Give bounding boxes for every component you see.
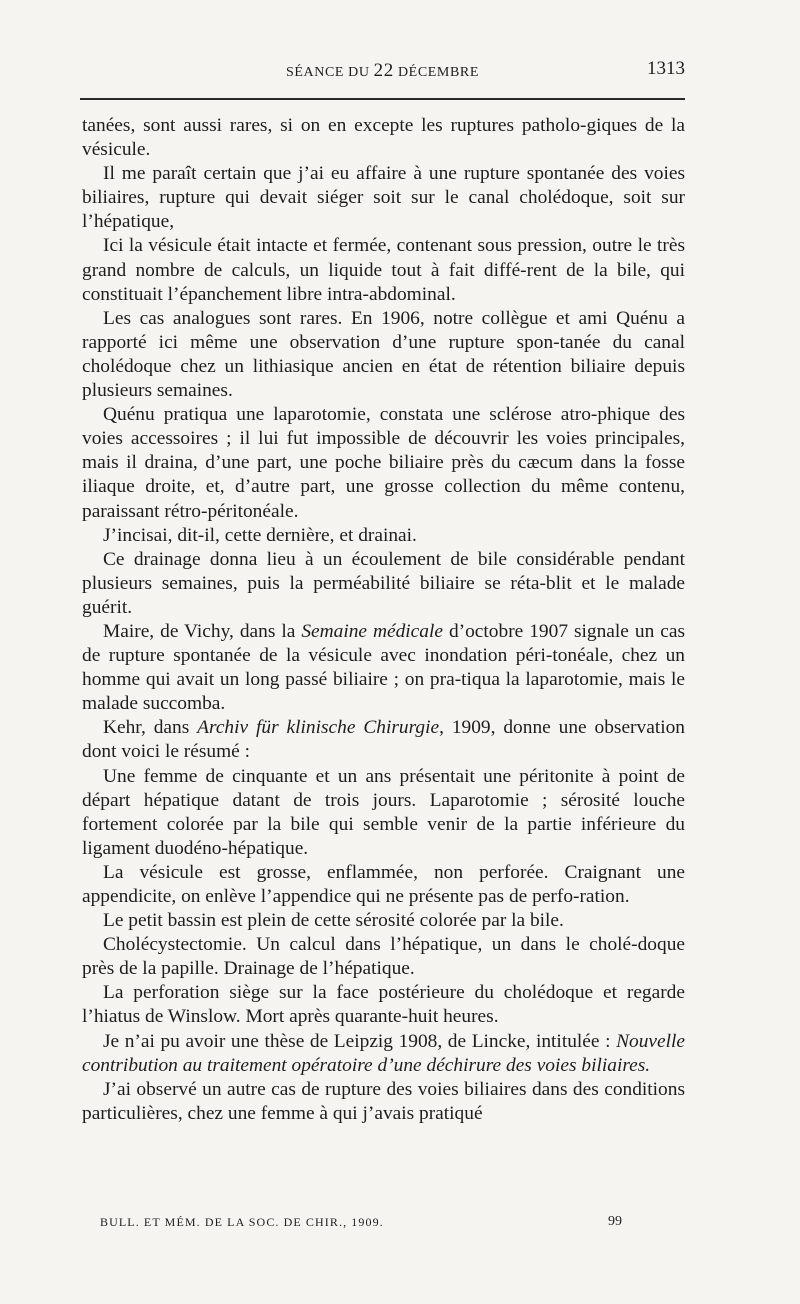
text-run: Les cas analogues sont rares. En 1906, notre collègue et ami Quénu a rapporté ici même une observation d’une rupture spon-tanée du canal cholédoque chez un lithiasique ancien en état de rétention biliaire depuis plusieurs semaines. <box>82 307 685 402</box>
text-run: tanées, sont aussi rares, si on en excepte les ruptures patholo-giques de la vésicule. <box>82 115 685 161</box>
text-run: Cholécystectomie. Un calcul dans l’hépatique, un dans le cholé-doque près de la papille. Drainage de l’hépatique. <box>82 934 685 980</box>
italic-title: Semaine médicale <box>301 620 443 642</box>
running-title <box>80 60 685 82</box>
text-run: La vésicule est grosse, enflammée, non perforée. Craignant une appendicite, on enlève l’appendice qui ne présente pas de perfo-ration. <box>82 861 685 907</box>
paragraph-p1 <box>82 162 685 234</box>
running-title-date-number: 22 <box>373 60 394 81</box>
text-run: Ici la vésicule était intacte et fermée, contenant sous pression, outre le très grand nombre de calculs, un liquide tout à fait diffé-rent de la bile, qui constituait l’épanchement libre intra-abdominal. <box>82 235 685 305</box>
page-footer <box>100 1215 640 1235</box>
body-text <box>82 114 685 1126</box>
paragraph-p7 <box>82 620 685 716</box>
paragraph-p15 <box>82 1078 685 1126</box>
text-run: Maire, de Vichy, dans la <box>103 620 302 642</box>
paragraph-p8 <box>82 716 685 764</box>
page-number: 1313 <box>647 58 685 79</box>
text-run: , 1909, donne une observation dont voici le résumé : <box>82 717 685 763</box>
paragraph-p6 <box>82 548 685 620</box>
paragraph-p9 <box>82 765 685 861</box>
text-run: La perforation siège sur la face postérieure du cholédoque et regarde l’hiatus de Winslow. Mort après quarante-huit heures. <box>82 982 685 1028</box>
paragraph-p14 <box>82 1030 685 1078</box>
header-rule <box>80 98 685 100</box>
text-run: Ce drainage donna lieu à un écoulement de bile considérable pendant plusieurs semaines, puis la perméabilité biliaire se réta-blit et le malade guérit. <box>82 548 685 618</box>
text-run: J’incisai, dit-il, cette dernière, et drainai. <box>103 524 417 546</box>
paragraph-p3 <box>82 307 685 403</box>
paragraph-p11 <box>82 909 685 933</box>
paragraph-p0 <box>82 114 685 162</box>
text-run: Une femme de cinquante et un ans présentait une péritonite à point de départ hépatique datant de trois jours. Laparotomie ; sérosité louche fortement colorée par la bile qui semble venir de la partie inférieure du ligament duodéno-hépatique. <box>82 765 685 859</box>
text-run: Le petit bassin est plein de cette sérosité colorée par la bile. <box>103 910 564 932</box>
paragraph-p5 <box>82 524 685 548</box>
text-run: Je n’ai pu avoir une thèse de Leipzig 1908, de Lincke, intitulée : <box>103 1030 617 1052</box>
paragraph-p4 <box>82 403 685 523</box>
running-header <box>80 60 685 86</box>
running-title-prefix: SÉANCE DU <box>285 65 374 80</box>
italic-title: Archiv für klinische Chirurgie <box>197 717 440 739</box>
paragraph-p12 <box>82 933 685 981</box>
footer-source: BULL. ET MÉM. DE LA SOC. DE CHIR., 1909. <box>100 1215 384 1229</box>
signature-mark: 99 <box>608 1214 622 1229</box>
italic-title: Nouvelle contribution au traitement opératoire d’une déchirure des voies biliaires. <box>82 1030 685 1076</box>
paragraph-p13 <box>82 981 685 1029</box>
running-title-suffix: DÉCEMBRE <box>393 65 479 80</box>
text-run: Il me paraît certain que j’ai eu affaire à une rupture spontanée des voies biliaires, rupture qui devait siéger soit sur le canal cholédoque, soit sur l’hépatique, <box>82 163 685 233</box>
text-run: J’ai observé un autre cas de rupture des voies biliaires dans des conditions particulières, chez une femme à qui j’avais pratiqué <box>82 1078 685 1124</box>
text-run: Quénu pratiqua une laparotomie, constata une sclérose atro-phique des voies accessoires ; il lui fut impossible de découvrir les voies principales, mais il draina, d’une part, une poche biliaire près du cæcum dans la fosse iliaque droite, et, d’autre part, une grosse collection du même contenu, paraissant rétro-péritonéale. <box>82 404 685 522</box>
paragraph-p2 <box>82 234 685 306</box>
text-run: d’octobre 1907 signale un cas de rupture spontanée de la vésicule avec inondation péri-tonéale, chez un homme qui avait un long passé biliaire ; on pra-tiqua la laparotomie, mais le malade succomba. <box>82 620 686 715</box>
paragraph-p10 <box>82 861 685 909</box>
text-run: Kehr, dans <box>103 717 198 739</box>
